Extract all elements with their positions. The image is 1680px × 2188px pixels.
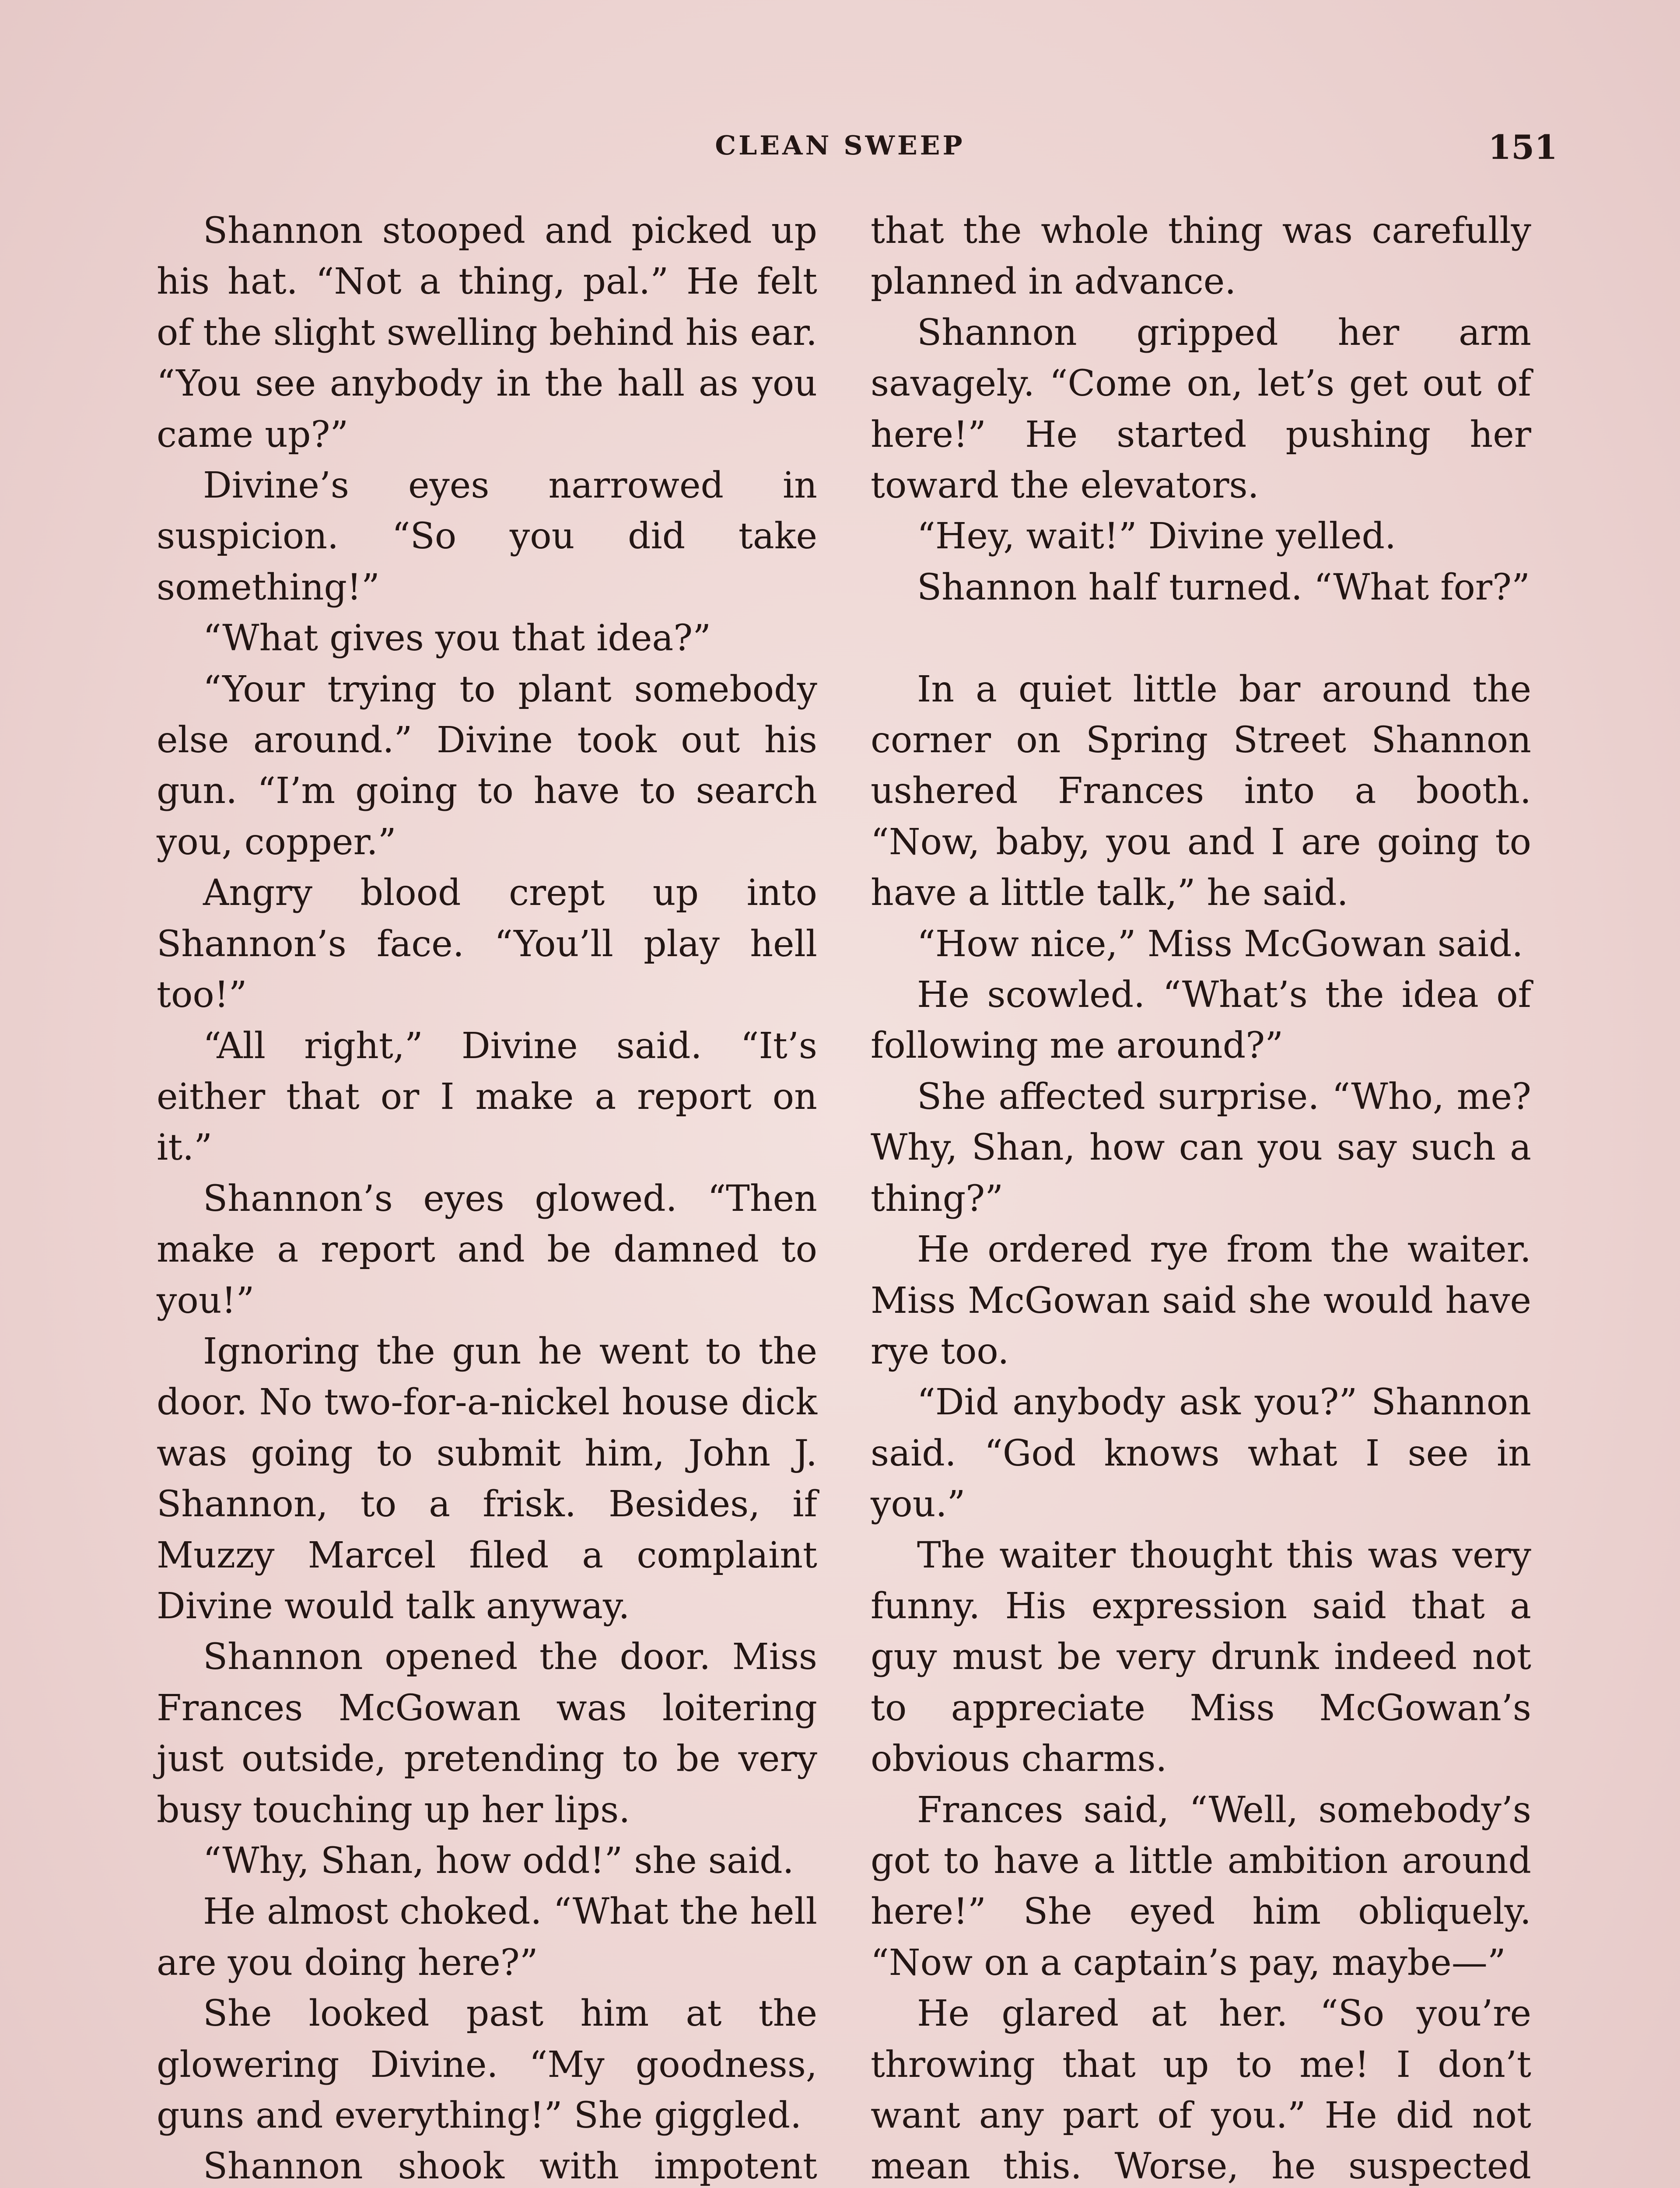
paragraph: The waiter thought this was very funny. His expression said that a guy must be very drunk indeed not to appreciate Miss McGowan’s obvious charms. bbox=[871, 1534, 1531, 1780]
paragraph: Shannon gripped her arm savagely. “Come on, let’s get out of here!” He started pushing her toward the elevators. bbox=[871, 312, 1531, 507]
paragraph: She affected surprise. “Who, me? Why, Shan, how can you say such a thing?” bbox=[871, 1076, 1531, 1220]
paragraph-section-start: In a quiet little bar around the corner on Spring Street Shannon ushered Frances into a booth. “Now, baby, you and I are going to have a little talk,” he said. bbox=[871, 668, 1531, 914]
paragraph: “Your trying to plant somebody else around.” Divine took out his gun. “I’m going to have to search you, copper.” bbox=[157, 668, 817, 863]
paragraph: She looked past him at the glowering Divine. “My goodness, guns and everything!” She giggled. bbox=[157, 1993, 817, 2137]
running-title: CLEAN SWEEP bbox=[715, 130, 965, 161]
paragraph: Shannon half turned. “What for?” bbox=[917, 566, 1530, 608]
paragraph: Angry blood crept up into Shannon’s face. “You’ll play hell too!” bbox=[157, 872, 817, 1016]
paragraph: “What gives you that idea?” bbox=[203, 617, 711, 659]
paragraph: “Why, Shan, how odd!” she said. bbox=[203, 1840, 794, 1882]
paragraph: “Hey, wait!” Divine yelled. bbox=[917, 515, 1396, 558]
page-number: 151 bbox=[1488, 128, 1558, 167]
paragraph: Shannon opened the door. Miss Frances McGowan was loitering just outside, pretending to be very busy touching up her lips. bbox=[157, 1636, 817, 1831]
paragraph: Ignoring the gun he went to the door. No two-for-a-nickel house dick was going to submit him, John J. Shannon, to a frisk. Besides, if Muzzy Marcel filed a complaint Divine would talk anyway. bbox=[157, 1330, 817, 1627]
paragraph: Shannon’s eyes glowed. “Then make a report and be damned to you!” bbox=[157, 1178, 817, 1322]
paragraph: He glared at her. “So you’re throwing that up to me! I don’t want any part of you.” He did not mean this. Worse, he suspected bbox=[871, 1993, 1531, 2188]
paragraph: Frances said, “Well, somebody’s got to have a little ambition around here!” She eyed him obliquely. “Now on a captain’s pay, maybe—” bbox=[871, 1789, 1531, 1984]
paragraph: “How nice,” Miss McGowan said. bbox=[917, 923, 1523, 965]
paragraph: Shannon shook with impotent bbox=[203, 2146, 817, 2188]
paragraph-continued: that the whole thing was carefully planned in advance. bbox=[871, 210, 1531, 303]
paragraph: “All right,” Divine said. “It’s either that or I make a report on it.” bbox=[157, 1025, 817, 1169]
left-text-column bbox=[157, 206, 817, 2188]
paragraph: He almost choked. “What the hell are you doing here?” bbox=[157, 1891, 817, 1984]
paragraph: Divine’s eyes narrowed in suspicion. “So you did take something!” bbox=[157, 465, 817, 608]
paragraph: Shannon stooped and picked up his hat. “Not a thing, pal.” He felt of the slight swelling behind his ear. “You see anybody in the hall as you came up?” bbox=[157, 210, 817, 456]
paragraph: He ordered rye from the waiter. Miss McGowan said she would have rye too. bbox=[871, 1229, 1531, 1372]
paragraph: He scowled. “What’s the idea of following me around?” bbox=[871, 974, 1531, 1067]
right-text-column bbox=[871, 206, 1531, 2188]
paragraph: “Did anybody ask you?” Shannon said. “God knows what I see in you.” bbox=[871, 1382, 1531, 1525]
